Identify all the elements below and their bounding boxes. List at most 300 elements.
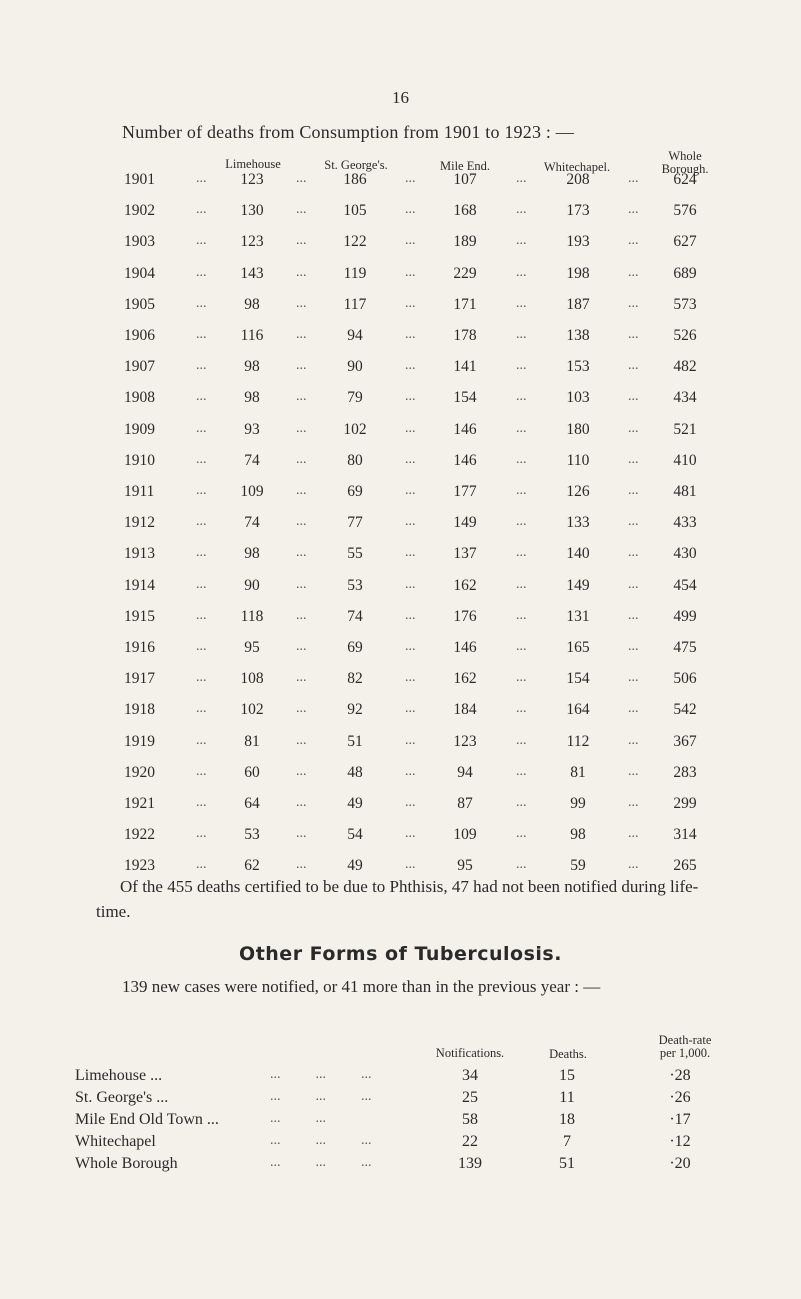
table-row bbox=[0, 608, 801, 628]
cell-year: 1906 bbox=[124, 327, 155, 344]
table-row bbox=[0, 545, 801, 565]
cell-rate: ·20 bbox=[669, 1155, 691, 1172]
cell-deaths: 11 bbox=[559, 1089, 575, 1106]
leader-dots: ... bbox=[516, 639, 527, 654]
leader-dots: ... ... ... bbox=[270, 1155, 372, 1170]
cell-limehouse: 109 bbox=[240, 483, 264, 500]
cell-mile-end: 189 bbox=[453, 233, 477, 251]
table-row bbox=[0, 1089, 801, 1111]
leader-dots: ... bbox=[296, 327, 307, 342]
leader-dots: ... bbox=[196, 171, 207, 186]
cell-mile-end: 141 bbox=[453, 358, 477, 376]
col-header-mile-end: Mile End. bbox=[440, 159, 490, 173]
leader-dots: ... bbox=[405, 607, 416, 623]
cell-st-georges: 55 bbox=[347, 545, 363, 563]
other-forms-intro: 139 new cases were notified, or 41 more than in the previous year : — bbox=[122, 977, 601, 996]
cell-whitechapel: 164 bbox=[566, 701, 590, 719]
leader-dots: ... bbox=[405, 732, 416, 748]
leader-dots: ... bbox=[296, 295, 307, 311]
table-row bbox=[0, 421, 801, 441]
cell-mile-end: 94 bbox=[457, 763, 473, 781]
cell-st-georges: 53 bbox=[347, 576, 363, 594]
cell-limehouse: 53 bbox=[244, 826, 260, 844]
table-row bbox=[0, 514, 801, 534]
leader-dots: ... bbox=[196, 607, 207, 623]
leader-dots: ... bbox=[516, 358, 527, 374]
cell-limehouse: 98 bbox=[244, 295, 260, 313]
leader-dots: ... bbox=[296, 826, 307, 842]
leader-dots: ... bbox=[405, 389, 416, 405]
cell-mile-end: 162 bbox=[453, 576, 477, 594]
leader-dots: ... bbox=[196, 420, 207, 436]
cell-whitechapel: 103 bbox=[566, 389, 590, 407]
leader-dots: ... bbox=[628, 826, 639, 842]
cell-deaths: 51 bbox=[559, 1155, 575, 1172]
cell-limehouse: 123 bbox=[240, 171, 264, 188]
leader-dots: ... bbox=[516, 264, 527, 280]
leader-dots: ... bbox=[405, 795, 416, 810]
cell-limehouse: 98 bbox=[244, 545, 260, 563]
leader-dots: ... bbox=[405, 514, 416, 530]
leader-dots: ... bbox=[296, 483, 307, 498]
cell-st-georges: 48 bbox=[347, 763, 363, 781]
cell-st-georges: 77 bbox=[347, 514, 363, 532]
cell-whole: 627 bbox=[673, 233, 697, 251]
table-row bbox=[0, 670, 801, 690]
cell-st-georges: 74 bbox=[347, 607, 363, 625]
cell-year: 1907 bbox=[124, 358, 155, 376]
leader-dots: ... bbox=[405, 857, 416, 873]
cell-year: 1909 bbox=[124, 420, 155, 438]
cell-whitechapel: 149 bbox=[566, 576, 590, 594]
leader-dots: ... bbox=[296, 732, 307, 748]
table-row bbox=[0, 1111, 801, 1133]
cell-deaths: 15 bbox=[559, 1067, 575, 1084]
cell-limehouse: 102 bbox=[240, 701, 264, 719]
leader-dots: ... bbox=[296, 202, 307, 218]
cell-st-georges: 79 bbox=[347, 389, 363, 407]
cell-st-georges: 49 bbox=[347, 857, 363, 875]
cell-limehouse: 130 bbox=[240, 202, 264, 220]
leader-dots: ... bbox=[516, 795, 527, 810]
leader-dots: ... bbox=[196, 795, 207, 810]
cell-area: Limehouse ... bbox=[75, 1067, 163, 1084]
cell-notifications: 58 bbox=[462, 1111, 478, 1128]
cell-notifications: 25 bbox=[462, 1089, 478, 1106]
table-row bbox=[0, 577, 801, 597]
cell-whole: 410 bbox=[673, 451, 697, 469]
cell-whole: 689 bbox=[673, 264, 697, 282]
cell-limehouse: 123 bbox=[240, 233, 264, 251]
leader-dots: ... bbox=[196, 545, 207, 561]
leader-dots: ... bbox=[516, 389, 527, 405]
cell-year: 1902 bbox=[124, 202, 155, 220]
leader-dots: ... bbox=[628, 576, 639, 592]
leader-dots: ... bbox=[405, 763, 416, 779]
leader-dots: ... bbox=[296, 171, 307, 186]
cell-mile-end: 107 bbox=[453, 171, 477, 188]
leader-dots: ... bbox=[196, 826, 207, 842]
leader-dots: ... bbox=[516, 171, 527, 186]
leader-dots: ... bbox=[296, 389, 307, 405]
leader-dots: ... bbox=[196, 327, 207, 342]
cell-rate: ·26 bbox=[669, 1089, 691, 1106]
leader-dots: ... bbox=[628, 545, 639, 561]
table-row bbox=[0, 265, 801, 285]
cell-whole: 624 bbox=[673, 171, 697, 188]
cell-st-georges: 105 bbox=[343, 202, 367, 220]
consumption-heading: Number of deaths from Consumption from 1901 to 1923 : — bbox=[122, 122, 574, 142]
cell-mile-end: 177 bbox=[453, 483, 477, 500]
cell-st-georges: 82 bbox=[347, 670, 363, 688]
leader-dots: ... bbox=[405, 420, 416, 436]
cell-limehouse: 81 bbox=[244, 732, 260, 750]
cell-whole: 506 bbox=[673, 670, 697, 688]
cell-limehouse: 98 bbox=[244, 358, 260, 376]
leader-dots: ... bbox=[628, 327, 639, 342]
cell-mile-end: 178 bbox=[453, 327, 477, 344]
leader-dots: ... bbox=[516, 732, 527, 748]
cell-whitechapel: 138 bbox=[566, 327, 590, 344]
cell-year: 1923 bbox=[124, 857, 155, 875]
leader-dots: ... bbox=[628, 295, 639, 311]
cell-whole: 573 bbox=[673, 295, 697, 313]
col-header-whitechapel: Whitechapel. bbox=[543, 160, 611, 174]
leader-dots: ... bbox=[516, 420, 527, 436]
cell-year: 1920 bbox=[124, 763, 155, 781]
leader-dots: ... bbox=[405, 670, 416, 686]
leader-dots: ... bbox=[628, 483, 639, 498]
leader-dots: ... bbox=[628, 763, 639, 779]
leader-dots: ... bbox=[196, 732, 207, 748]
cell-area: Whitechapel bbox=[75, 1133, 156, 1150]
leader-dots: ... bbox=[196, 514, 207, 530]
cell-year: 1921 bbox=[124, 795, 155, 812]
leader-dots: ... bbox=[628, 389, 639, 405]
cell-st-georges: 69 bbox=[347, 483, 363, 500]
leader-dots: ... bbox=[196, 202, 207, 218]
cell-whole: 475 bbox=[673, 639, 697, 656]
table-row bbox=[0, 233, 801, 253]
leader-dots: ... bbox=[628, 264, 639, 280]
col-header-whole-line2: Borough. bbox=[661, 162, 709, 176]
cell-st-georges: 102 bbox=[343, 420, 367, 438]
tb-header-rate-line2: per 1,000. bbox=[659, 1046, 711, 1060]
leader-dots: ... bbox=[296, 639, 307, 654]
cell-whole: 521 bbox=[673, 420, 697, 438]
cell-st-georges: 54 bbox=[347, 826, 363, 844]
leader-dots: ... bbox=[196, 451, 207, 467]
cell-year: 1915 bbox=[124, 607, 155, 625]
table-row bbox=[0, 1155, 801, 1177]
table-row bbox=[0, 296, 801, 316]
cell-rate: ·12 bbox=[669, 1133, 691, 1150]
cell-rate: ·17 bbox=[669, 1111, 691, 1128]
leader-dots: ... bbox=[516, 701, 527, 717]
cell-mile-end: 184 bbox=[453, 701, 477, 719]
cell-st-georges: 80 bbox=[347, 451, 363, 469]
other-forms-heading: Other Forms of Tuberculosis. bbox=[239, 943, 562, 965]
table-row bbox=[0, 826, 801, 846]
cell-whole: 367 bbox=[673, 732, 697, 750]
leader-dots: ... bbox=[516, 295, 527, 311]
leader-dots: ... bbox=[516, 670, 527, 686]
table-row bbox=[0, 795, 801, 815]
leader-dots: ... bbox=[516, 514, 527, 530]
cell-st-georges: 122 bbox=[343, 233, 367, 251]
leader-dots: ... bbox=[405, 483, 416, 498]
table-row bbox=[0, 327, 801, 347]
cell-year: 1911 bbox=[124, 483, 155, 500]
cell-area: Whole Borough bbox=[75, 1155, 178, 1172]
leader-dots: ... bbox=[405, 202, 416, 218]
cell-year: 1914 bbox=[124, 576, 155, 594]
cell-limehouse: 116 bbox=[240, 327, 264, 344]
leader-dots: ... bbox=[516, 451, 527, 467]
cell-limehouse: 118 bbox=[240, 607, 264, 625]
cell-whole: 433 bbox=[673, 514, 697, 532]
cell-mile-end: 146 bbox=[453, 451, 477, 469]
leader-dots: ... bbox=[296, 420, 307, 436]
cell-limehouse: 60 bbox=[244, 763, 260, 781]
cell-st-georges: 92 bbox=[347, 701, 363, 719]
cell-st-georges: 117 bbox=[343, 295, 367, 313]
phthisis-note: Of the 455 deaths certified to be due to Phthisis, 47 had not been notified during life-time. bbox=[96, 877, 699, 921]
cell-limehouse: 143 bbox=[240, 264, 264, 282]
cell-st-georges: 49 bbox=[347, 795, 363, 812]
cell-mile-end: 146 bbox=[453, 639, 477, 656]
cell-year: 1919 bbox=[124, 732, 155, 750]
leader-dots: ... bbox=[296, 233, 307, 249]
cell-whitechapel: 208 bbox=[566, 171, 590, 188]
leader-dots: ... bbox=[405, 358, 416, 374]
cell-whitechapel: 98 bbox=[570, 826, 586, 844]
cell-limehouse: 98 bbox=[244, 389, 260, 407]
cell-whole: 283 bbox=[673, 763, 697, 781]
leader-dots: ... bbox=[516, 233, 527, 249]
cell-st-georges: 69 bbox=[347, 639, 363, 656]
col-header-limehouse: Limehouse bbox=[225, 157, 281, 171]
col-header-st-georges: St. George's. bbox=[324, 158, 388, 172]
cell-year: 1908 bbox=[124, 389, 155, 407]
cell-mile-end: 87 bbox=[457, 795, 473, 812]
leader-dots: ... bbox=[405, 295, 416, 311]
leader-dots: ... bbox=[516, 327, 527, 342]
leader-dots: ... bbox=[516, 763, 527, 779]
leader-dots: ... bbox=[405, 545, 416, 561]
leader-dots: ... bbox=[196, 701, 207, 717]
leader-dots: ... bbox=[296, 451, 307, 467]
table-row bbox=[0, 701, 801, 721]
leader-dots: ... ... bbox=[270, 1111, 326, 1126]
cell-whole: 299 bbox=[673, 795, 697, 812]
leader-dots: ... bbox=[296, 607, 307, 623]
cell-deaths: 7 bbox=[563, 1133, 571, 1150]
leader-dots: ... bbox=[405, 327, 416, 342]
cell-whole: 314 bbox=[673, 826, 697, 844]
cell-mile-end: 123 bbox=[453, 732, 477, 750]
cell-whitechapel: 187 bbox=[566, 295, 590, 313]
cell-limehouse: 74 bbox=[244, 514, 260, 532]
leader-dots: ... bbox=[628, 607, 639, 623]
leader-dots: ... bbox=[196, 576, 207, 592]
leader-dots: ... bbox=[628, 701, 639, 717]
table-row bbox=[0, 389, 801, 409]
cell-mile-end: 95 bbox=[457, 857, 473, 875]
leader-dots: ... bbox=[516, 545, 527, 561]
leader-dots: ... bbox=[296, 701, 307, 717]
cell-limehouse: 93 bbox=[244, 420, 260, 438]
cell-whitechapel: 153 bbox=[566, 358, 590, 376]
cell-year: 1904 bbox=[124, 264, 155, 282]
cell-year: 1905 bbox=[124, 295, 155, 313]
cell-mile-end: 229 bbox=[453, 264, 477, 282]
cell-year: 1917 bbox=[124, 670, 155, 688]
cell-whole: 482 bbox=[673, 358, 697, 376]
leader-dots: ... bbox=[196, 295, 207, 311]
cell-mile-end: 162 bbox=[453, 670, 477, 688]
cell-st-georges: 119 bbox=[343, 264, 367, 282]
tb-header-rate-line1: Death-rate bbox=[658, 1033, 712, 1047]
leader-dots: ... ... ... bbox=[270, 1067, 372, 1082]
cell-whitechapel: 133 bbox=[566, 514, 590, 532]
leader-dots: ... bbox=[196, 358, 207, 374]
cell-mile-end: 137 bbox=[453, 545, 477, 563]
table-row bbox=[0, 452, 801, 472]
cell-whole: 526 bbox=[673, 327, 697, 344]
cell-year: 1918 bbox=[124, 701, 155, 719]
cell-year: 1913 bbox=[124, 545, 155, 563]
cell-limehouse: 74 bbox=[244, 451, 260, 469]
leader-dots: ... bbox=[516, 202, 527, 218]
leader-dots: ... bbox=[516, 607, 527, 623]
leader-dots: ... bbox=[405, 264, 416, 280]
leader-dots: ... bbox=[405, 451, 416, 467]
cell-whole: 430 bbox=[673, 545, 697, 563]
cell-mile-end: 149 bbox=[453, 514, 477, 532]
leader-dots: ... bbox=[628, 514, 639, 530]
cell-whitechapel: 81 bbox=[570, 763, 586, 781]
cell-whitechapel: 140 bbox=[566, 545, 590, 563]
cell-mile-end: 146 bbox=[453, 420, 477, 438]
cell-whitechapel: 131 bbox=[566, 607, 590, 625]
leader-dots: ... bbox=[405, 639, 416, 654]
leader-dots: ... bbox=[516, 576, 527, 592]
cell-limehouse: 90 bbox=[244, 576, 260, 594]
leader-dots: ... bbox=[196, 639, 207, 654]
leader-dots: ... bbox=[628, 670, 639, 686]
cell-mile-end: 168 bbox=[453, 202, 477, 220]
cell-year: 1912 bbox=[124, 514, 155, 532]
leader-dots: ... bbox=[196, 233, 207, 249]
cell-whitechapel: 110 bbox=[566, 451, 590, 469]
cell-whitechapel: 165 bbox=[566, 639, 590, 656]
leader-dots: ... bbox=[296, 763, 307, 779]
cell-year: 1901 bbox=[124, 171, 155, 188]
cell-year: 1910 bbox=[124, 451, 155, 469]
cell-limehouse: 108 bbox=[240, 670, 264, 688]
leader-dots: ... bbox=[196, 264, 207, 280]
cell-notifications: 139 bbox=[458, 1155, 482, 1172]
cell-rate: ·28 bbox=[669, 1067, 691, 1084]
leader-dots: ... bbox=[628, 233, 639, 249]
cell-whitechapel: 154 bbox=[566, 670, 590, 688]
cell-limehouse: 95 bbox=[244, 639, 260, 656]
leader-dots: ... bbox=[196, 857, 207, 873]
cell-area: Mile End Old Town ... bbox=[75, 1111, 219, 1128]
cell-limehouse: 64 bbox=[244, 795, 260, 812]
leader-dots: ... bbox=[296, 545, 307, 561]
leader-dots: ... bbox=[628, 171, 639, 186]
table-row bbox=[0, 171, 801, 191]
cell-whitechapel: 59 bbox=[570, 857, 586, 875]
leader-dots: ... bbox=[628, 420, 639, 436]
cell-mile-end: 171 bbox=[453, 295, 477, 313]
leader-dots: ... bbox=[628, 451, 639, 467]
cell-notifications: 22 bbox=[462, 1133, 478, 1150]
leader-dots: ... bbox=[516, 483, 527, 498]
cell-st-georges: 90 bbox=[347, 358, 363, 376]
cell-whole: 576 bbox=[673, 202, 697, 220]
cell-year: 1903 bbox=[124, 233, 155, 251]
table-row bbox=[0, 733, 801, 753]
leader-dots: ... bbox=[196, 389, 207, 405]
cell-whole: 542 bbox=[673, 701, 697, 719]
cell-area: St. George's ... bbox=[75, 1089, 169, 1106]
cell-deaths: 18 bbox=[559, 1111, 575, 1128]
tb-header-deaths: Deaths. bbox=[549, 1047, 587, 1061]
table-row bbox=[0, 1067, 801, 1089]
leader-dots: ... bbox=[405, 701, 416, 717]
leader-dots: ... bbox=[628, 639, 639, 654]
cell-mile-end: 176 bbox=[453, 607, 477, 625]
cell-year: 1922 bbox=[124, 826, 155, 844]
table-row bbox=[0, 483, 801, 503]
cell-st-georges: 94 bbox=[347, 327, 363, 344]
leader-dots: ... bbox=[196, 670, 207, 686]
cell-notifications: 34 bbox=[462, 1067, 478, 1084]
cell-whole: 454 bbox=[673, 576, 697, 594]
cell-whitechapel: 99 bbox=[570, 795, 586, 812]
cell-whole: 434 bbox=[673, 389, 697, 407]
tb-header-notifications: Notifications. bbox=[435, 1046, 505, 1060]
leader-dots: ... bbox=[516, 826, 527, 842]
cell-whitechapel: 198 bbox=[566, 264, 590, 282]
table-row bbox=[0, 1133, 801, 1155]
page-number: 16 bbox=[392, 88, 409, 107]
leader-dots: ... bbox=[296, 358, 307, 374]
cell-st-georges: 51 bbox=[347, 732, 363, 750]
cell-year: 1916 bbox=[124, 639, 155, 656]
leader-dots: ... bbox=[405, 233, 416, 249]
cell-whitechapel: 173 bbox=[566, 202, 590, 220]
cell-mile-end: 109 bbox=[453, 826, 477, 844]
cell-whole: 265 bbox=[673, 857, 697, 875]
cell-whitechapel: 180 bbox=[566, 420, 590, 438]
leader-dots: ... bbox=[628, 202, 639, 218]
leader-dots: ... bbox=[196, 483, 207, 498]
table-row bbox=[0, 358, 801, 378]
cell-whole: 499 bbox=[673, 607, 697, 625]
leader-dots: ... bbox=[196, 763, 207, 779]
leader-dots: ... bbox=[628, 358, 639, 374]
leader-dots: ... bbox=[296, 514, 307, 530]
leader-dots: ... bbox=[296, 857, 307, 873]
table-row bbox=[0, 202, 801, 222]
leader-dots: ... bbox=[405, 826, 416, 842]
leader-dots: ... bbox=[296, 576, 307, 592]
cell-whole: 481 bbox=[673, 483, 697, 500]
